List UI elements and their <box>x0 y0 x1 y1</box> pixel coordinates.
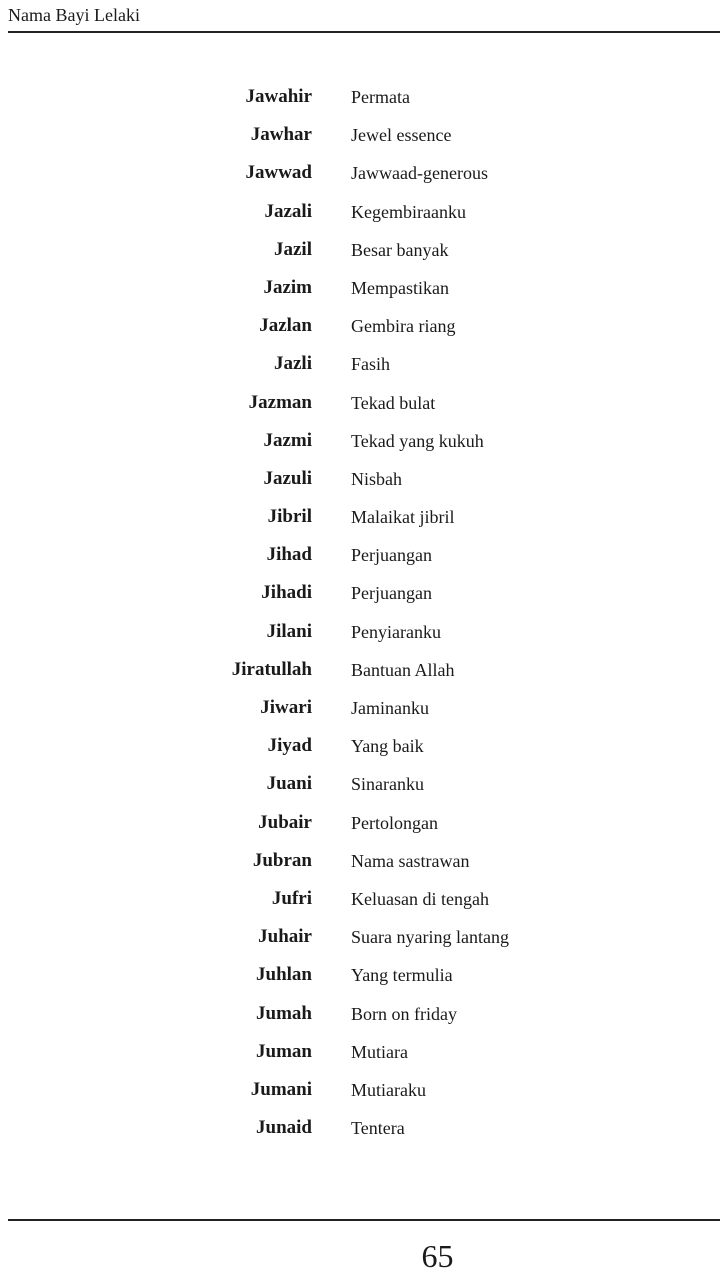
entry-meaning: Mutiaraku <box>351 1079 426 1100</box>
entry-meaning: Perjuangan <box>351 545 432 566</box>
entry-meaning: Malaikat jibril <box>351 507 455 528</box>
list-item <box>0 804 720 842</box>
list-item <box>0 78 720 116</box>
list-item <box>0 460 720 498</box>
entry-name: Jibril <box>267 506 312 528</box>
name-list <box>0 78 720 1147</box>
entry-meaning: Yang termulia <box>351 965 453 986</box>
entry-name: Jihad <box>266 544 312 566</box>
list-item <box>0 842 720 880</box>
list-item <box>0 613 720 651</box>
entry-name: Juani <box>266 773 312 795</box>
entry-meaning: Tekad bulat <box>351 392 436 413</box>
entry-name: Jazuli <box>263 467 312 489</box>
list-item <box>0 307 720 345</box>
entry-name: Jawhar <box>250 124 312 146</box>
list-item <box>0 995 720 1033</box>
entry-name: Jazali <box>264 200 312 222</box>
entry-name: Jiwari <box>260 697 312 718</box>
entry-name: Jihadi <box>261 582 312 604</box>
list-item <box>0 498 720 536</box>
entry-name: Jiyad <box>267 735 312 757</box>
entry-name: Jazli <box>274 353 312 375</box>
entry-meaning: Jewel essence <box>351 125 452 146</box>
list-item <box>0 1071 720 1109</box>
entry-name: Jilani <box>266 620 312 642</box>
entry-name: Jawahir <box>245 86 312 107</box>
entry-meaning: Sinaranku <box>351 774 424 795</box>
list-item <box>0 765 720 803</box>
entry-meaning: Tentera <box>351 1118 405 1139</box>
entry-meaning: Permata <box>351 87 410 107</box>
list-item <box>0 116 720 154</box>
entry-meaning: Mempastikan <box>351 277 449 298</box>
entry-meaning: Fasih <box>351 354 391 375</box>
entry-name: Juhlan <box>256 964 312 986</box>
entry-meaning: Suara nyaring lantang <box>351 927 509 948</box>
entry-meaning: Perjuangan <box>351 583 432 604</box>
list-item <box>0 918 720 956</box>
list-item <box>0 1109 720 1147</box>
entry-name: Jazim <box>263 276 312 298</box>
entry-name: Jazlan <box>259 315 312 337</box>
entry-meaning: Yang baik <box>351 736 424 757</box>
entry-name: Jumah <box>256 1002 312 1024</box>
list-item <box>0 193 720 231</box>
footer-divider <box>8 1219 720 1221</box>
entry-meaning: Penyiaranku <box>351 621 441 642</box>
list-item <box>0 422 720 460</box>
running-header: Nama Bayi Lelaki <box>8 5 140 25</box>
entry-name: Jubair <box>258 811 312 833</box>
list-item <box>0 880 720 918</box>
entry-name: Jazmi <box>263 429 312 451</box>
list-item <box>0 1033 720 1071</box>
entry-name: Juhair <box>258 926 312 948</box>
entry-meaning: Jaminanku <box>351 698 429 718</box>
page-number: 65 <box>421 1238 454 1274</box>
entry-name: Jufri <box>271 887 312 909</box>
list-item <box>0 651 720 689</box>
entry-meaning: Besar banyak <box>351 239 449 260</box>
header-divider <box>8 31 720 33</box>
entry-name: Jubran <box>252 849 312 871</box>
list-item <box>0 574 720 612</box>
list-item <box>0 231 720 269</box>
list-item <box>0 956 720 994</box>
entry-name: Jazman <box>248 391 312 413</box>
entry-meaning: Bantuan Allah <box>351 659 455 680</box>
entry-meaning: Nisbah <box>351 468 402 489</box>
entry-meaning: Jawwaad-generous <box>351 163 488 184</box>
list-item <box>0 689 720 727</box>
entry-name: Jazil <box>274 238 312 260</box>
entry-name: Jiratullah <box>231 658 312 680</box>
entry-meaning: Mutiara <box>351 1041 408 1062</box>
list-item <box>0 384 720 422</box>
entry-meaning: Gembira riang <box>351 316 456 337</box>
entry-meaning: Tekad yang kukuh <box>351 430 484 451</box>
list-item <box>0 154 720 192</box>
list-item <box>0 345 720 383</box>
list-item <box>0 269 720 307</box>
entry-meaning: Born on friday <box>351 1003 457 1024</box>
entry-name: Jumani <box>250 1078 312 1100</box>
entry-meaning: Kegembiraanku <box>351 201 466 222</box>
entry-name: Juman <box>256 1040 312 1062</box>
entry-meaning: Pertolongan <box>351 812 438 833</box>
entry-name: Jawwad <box>245 162 312 184</box>
entry-meaning: Nama sastrawan <box>351 850 470 871</box>
entry-meaning: Keluasan di tengah <box>351 888 489 909</box>
list-item <box>0 536 720 574</box>
list-item <box>0 727 720 765</box>
entry-name: Junaid <box>256 1117 312 1139</box>
